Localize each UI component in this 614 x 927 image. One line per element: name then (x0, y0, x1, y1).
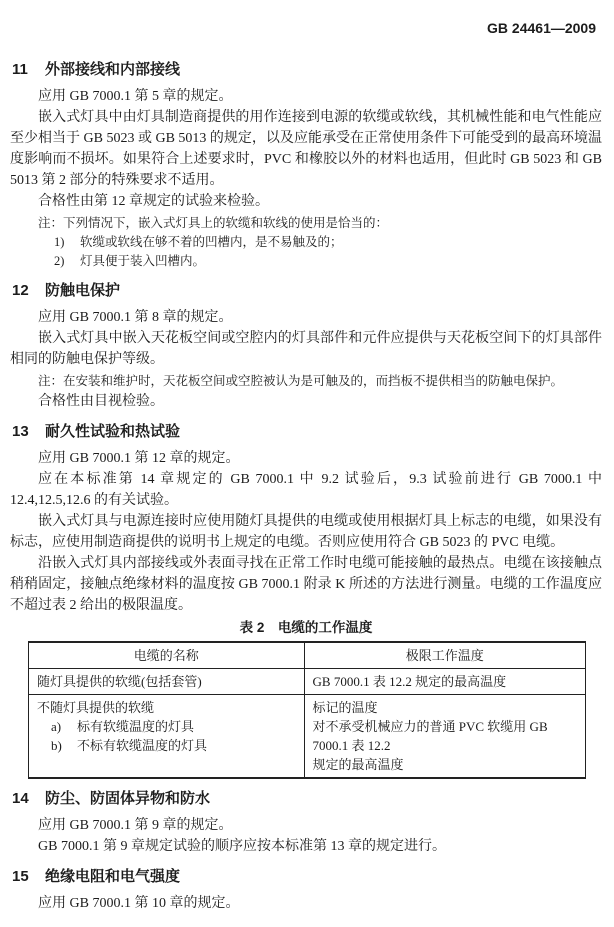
note-item-2-marker: 2) (54, 254, 65, 268)
section-12-paragraph-3: 合格性由目视检验。 (38, 394, 164, 409)
section-11-paragraph-1: 应用 GB 7000.1 第 5 章的规定。 (38, 89, 233, 104)
table-cell-row1-name: 随灯具提供的软缆(包括套管) (29, 669, 305, 695)
section-11-heading (12, 60, 602, 80)
section-15-heading (12, 867, 602, 887)
section-11-title: 外部接线和内部接线 (45, 61, 181, 78)
table-2 (28, 641, 586, 779)
section-12-number: 12 (12, 282, 29, 299)
section-14-title: 防尘、防固体异物和防水 (45, 790, 211, 807)
section-12-title: 防触电保护 (45, 282, 121, 299)
section-11-note (38, 214, 602, 271)
row2-sub-item-a (51, 717, 296, 736)
section-13-title: 耐久性试验和热试验 (45, 423, 181, 440)
section-11-paragraph-3: 合格性由第 12 章规定的试验来检验。 (38, 194, 269, 209)
note-item-2 (54, 252, 602, 271)
table-cell-row1-temp: GB 7000.1 表 12.2 规定的最高温度 (304, 669, 585, 695)
row2-name-main: 不随灯具提供的软缆 (37, 700, 155, 715)
table-cell-row2-temp (304, 695, 585, 779)
section-12-note (38, 372, 602, 391)
row2-temp-line-1: 标记的温度 (312, 700, 378, 715)
section-14-paragraph-2: GB 7000.1 第 9 章规定试验的顺序应按本标准第 13 章的规定进行。 (38, 839, 446, 854)
table-header-row (29, 642, 586, 669)
row2-sub-item-a-marker: a) (51, 719, 62, 734)
row2-sub-item-a-text: 标有软缆温度的灯具 (77, 719, 195, 734)
section-14-heading (12, 789, 602, 809)
section-12-paragraph-1: 应用 GB 7000.1 第 8 章的规定。 (38, 310, 233, 325)
row2-temp-line-3: 规定的最高温度 (312, 757, 404, 772)
section-14-number: 14 (12, 790, 29, 807)
section-13-paragraph-4: 沿嵌入式灯具内部接线或外表面寻找在正常工作时电缆可能接触的最热点。电缆在该接触点稍稍固定，接触点绝缘材料的温度按 GB 7000.1 附录 K 所述的方法进行测量。电缆的工作温度应不超过表 2 给出的极限温度。 (10, 556, 602, 613)
note-text: 在安装和维护时，天花板空间或空腔被认为是可触及的，而挡板不提供相当的防触电保护。 (63, 374, 564, 388)
note-item-1-marker: 1) (54, 235, 65, 249)
section-13-paragraph-2: 应在本标准第 14 章规定的 GB 7000.1 中 9.2 试验后，9.3 试验前进行 GB 7000.1 中 12.4,12.5,12.6 的有关试验。 (10, 472, 602, 508)
section-13-heading (12, 422, 602, 442)
note-label: 注： (38, 216, 64, 230)
table-row (29, 695, 586, 779)
section-12-heading (12, 281, 602, 301)
note-item-2-text: 灯具便于装入凹槽内。 (80, 254, 206, 268)
section-13-number: 13 (12, 423, 29, 440)
table-cell-row2-name (29, 695, 305, 779)
row2-sub-item-b-marker: b) (51, 738, 62, 753)
section-15-title: 绝缘电阻和电气强度 (45, 868, 181, 885)
section-13-paragraph-1: 应用 GB 7000.1 第 12 章的规定。 (38, 451, 240, 466)
section-11-number: 11 (12, 61, 28, 78)
table-col-header-cable-name: 电缆的名称 (29, 642, 305, 669)
section-11-paragraph-2: 嵌入式灯具中由灯具制造商提供的用作连接到电源的软缆或软线，其机械性能和电气性能应至少相当于 GB 5023 或 GB 5013 的规定，以及应能承受在正常使用条件下可能受到的最高环境温度影响而不损坏。如果符合上述要求时，PVC 和橡胶以外的材料也适用，但此时 GB 5023 和 GB 5013 第 2 部分的特殊要求不适用。 (10, 110, 602, 188)
section-15-number: 15 (12, 868, 29, 885)
note-head (38, 214, 602, 233)
note-label: 注： (38, 374, 64, 388)
section-13-paragraph-3: 嵌入式灯具与电源连接时应使用随灯具提供的电缆或使用根据灯具上标志的电缆，如果没有标志，应使用制造商提供的说明书上规定的电缆。否则应使用符合 GB 5023 的 PVC 电缆。 (10, 514, 602, 550)
row2-temp-line-2: 对不承受机械应力的普通 PVC 软缆用 GB 7000.1 表 12.2 (312, 719, 548, 753)
section-12-paragraph-2: 嵌入式灯具中嵌入天花板空间或空腔内的灯具部件和元件应提供与天花板空间下的灯具部件相同的防触电保护等级。 (10, 331, 602, 367)
note-item-1-text: 软缆或软线在够不着的凹槽内，是不易触及的； (80, 235, 343, 249)
page-header (10, 20, 602, 36)
section-14-paragraph-1: 应用 GB 7000.1 第 9 章的规定。 (38, 818, 233, 833)
table-col-header-limit-temp: 极限工作温度 (304, 642, 585, 669)
note-text: 下列情况下，嵌入式灯具上的软缆和软线的使用是恰当的： (63, 216, 389, 230)
note-item-1 (54, 233, 602, 252)
row2-sub-item-b (51, 736, 296, 755)
note-head (38, 372, 602, 391)
row2-sub-item-b-text: 不标有软缆温度的灯具 (77, 738, 208, 753)
section-15-paragraph-1: 应用 GB 7000.1 第 10 章的规定。 (38, 896, 240, 911)
standard-code: GB 24461—2009 (487, 20, 596, 36)
table-2-caption: 表 2 电缆的工作温度 (239, 620, 373, 635)
table-row (29, 669, 586, 695)
